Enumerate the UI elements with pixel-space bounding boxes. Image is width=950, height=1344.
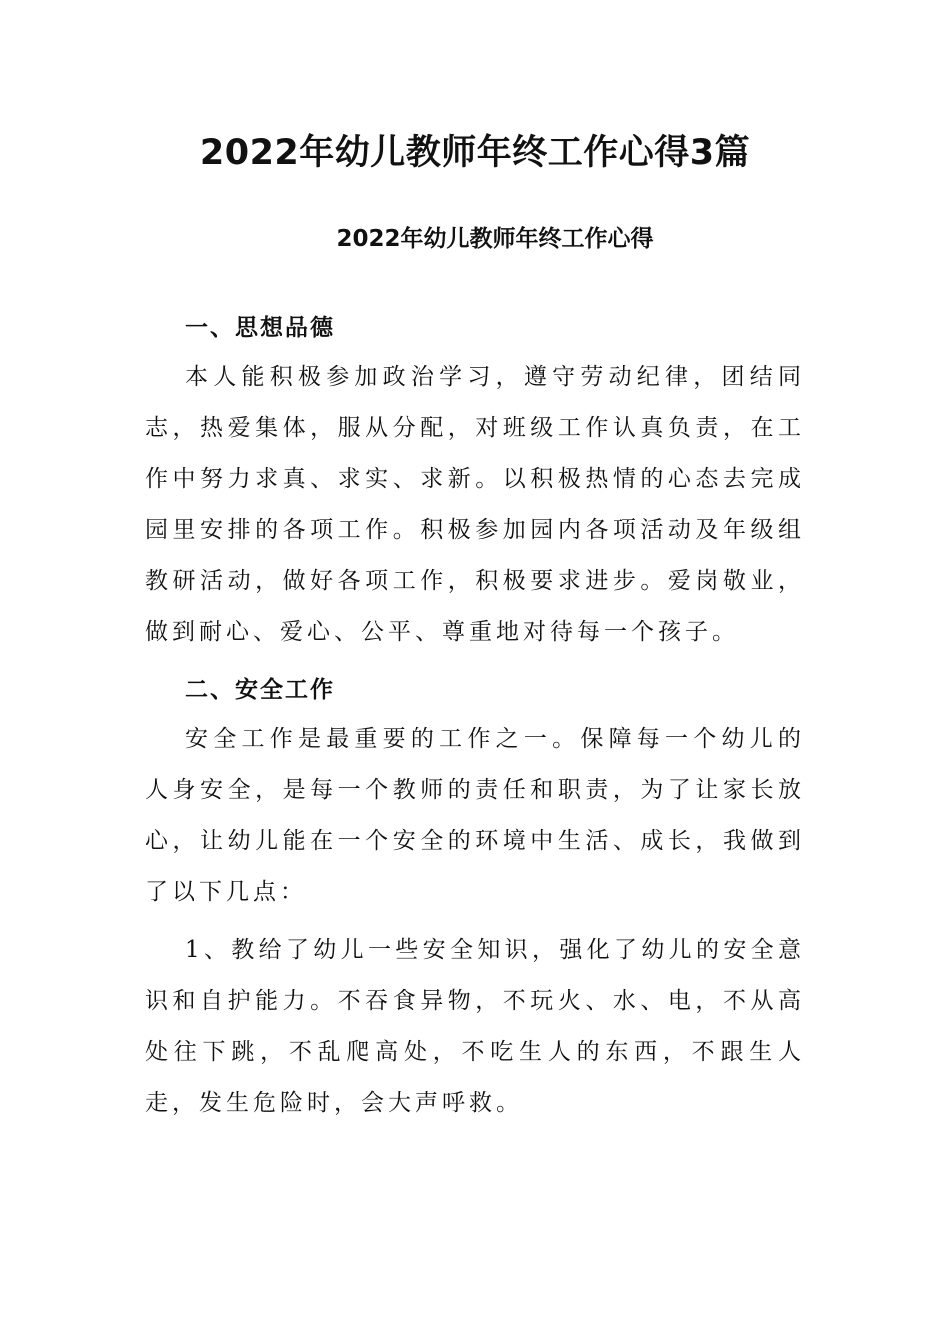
paragraph-ideology: 本人能积极参加政治学习，遵守劳动纪律，团结同志，热爱集体，服从分配，对班级工作认真负责，在工作中努力求真、求实、求新。以积极热情的心态去完成园里安排的各项工作。积极参加园内各项活动及年级组教研活动，做好各项工作，积极要求进步。爱岗敬业，做到耐心、爱心、公平、尊重地对待每一个孩子。 [145, 364, 805, 645]
document-subtitle: 2022年幼儿教师年终工作心得 [336, 226, 654, 252]
section-heading-ideology: 一、思想品德 [185, 315, 335, 341]
paragraph-safety-intro: 安全工作是最重要的工作之一。保障每一个幼儿的人身安全，是每一个教师的责任和职责，为了让家长放心，让幼儿能在一个安全的环境中生活、成长，我做到了以下几点： [145, 726, 805, 905]
section-heading-safety: 二、安全工作 [185, 677, 335, 703]
document-title: 2022年幼儿教师年终工作心得3篇 [199, 133, 751, 173]
paragraph-safety-item-1: 1、教给了幼儿一些安全知识，强化了幼儿的安全意识和自护能力。不吞食异物，不玩火、水、电，不从高处往下跳，不乱爬高处，不吃生人的东西，不跟生人走，发生危险时，会大声呼救。 [145, 937, 805, 1116]
